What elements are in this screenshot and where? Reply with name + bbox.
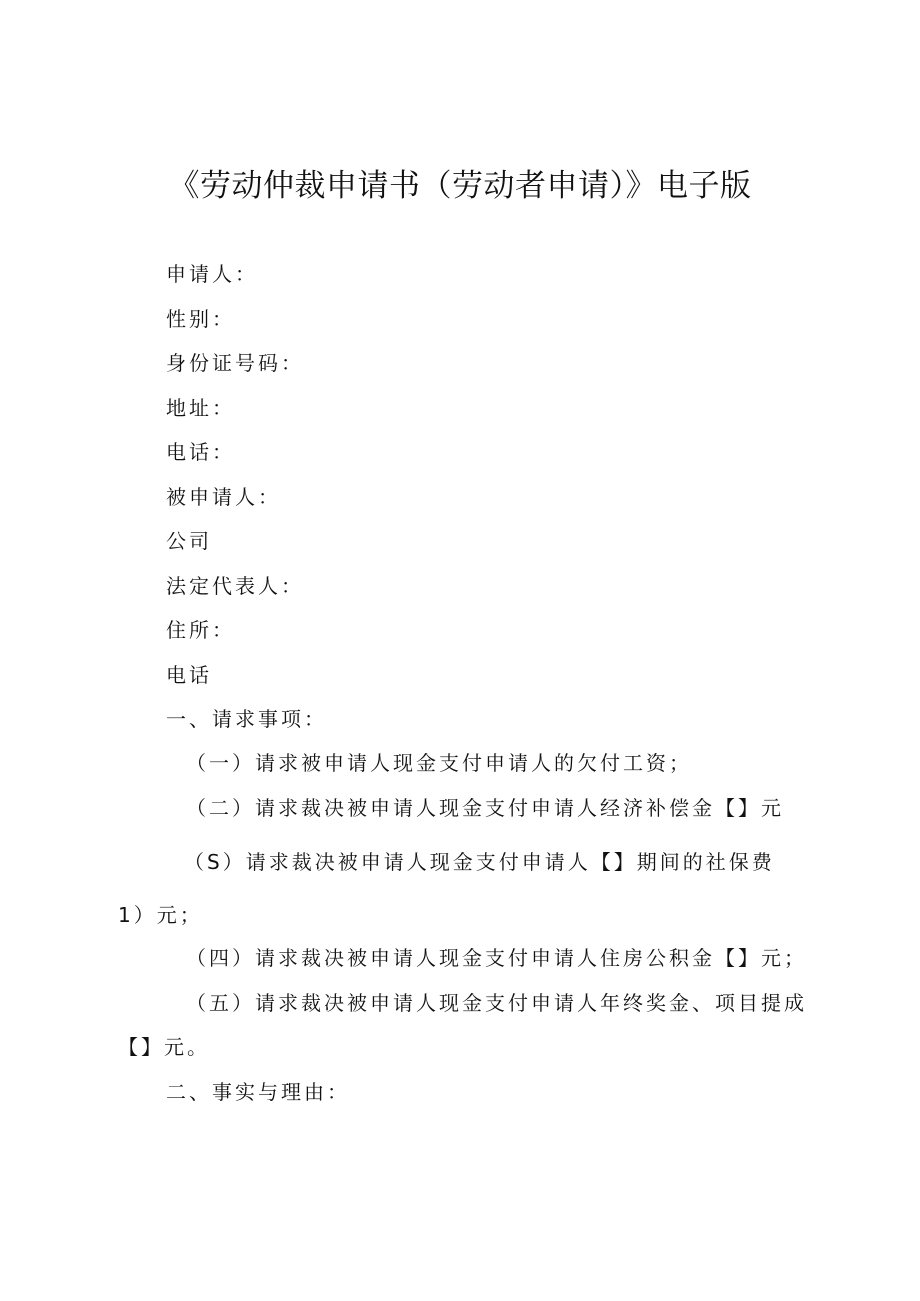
company-field: 公司 [166, 529, 212, 553]
document-title: 《劳动仲裁申请书（劳动者申请）》电子版 [168, 168, 752, 204]
request-item-3-line-1: （S）请求裁决被申请人现金支付申请人【】期间的社保费 [184, 850, 775, 874]
section-one-heading: 一、请求事项： [166, 707, 327, 731]
respondent-phone-field: 电话 [166, 663, 212, 687]
phone-field: 电话： [166, 440, 235, 464]
request-item-3-line-2: 1）元； [118, 903, 203, 927]
address-field: 地址： [166, 396, 235, 420]
request-item-2: （二）请求裁决被申请人现金支付申请人经济补偿金【】元 [186, 796, 784, 820]
applicant-field: 申请人： [166, 262, 258, 286]
section-two-heading: 二、事实与理由： [166, 1080, 350, 1104]
request-item-5-line-1: （五）请求裁决被申请人现金支付申请人年终奖金、项目提成 [186, 991, 807, 1015]
residence-field: 住所： [166, 618, 235, 642]
request-item-4: （四）请求裁决被申请人现金支付申请人住房公积金【】元； [186, 946, 807, 970]
request-item-5-line-2: 【】元。 [118, 1035, 210, 1059]
gender-field: 性别： [166, 307, 235, 331]
legal-rep-field: 法定代表人： [166, 574, 304, 598]
id-number-field: 身份证号码： [166, 351, 304, 375]
respondent-field: 被申请人： [166, 485, 281, 509]
request-item-1: （一）请求被申请人现金支付申请人的欠付工资； [186, 751, 692, 775]
